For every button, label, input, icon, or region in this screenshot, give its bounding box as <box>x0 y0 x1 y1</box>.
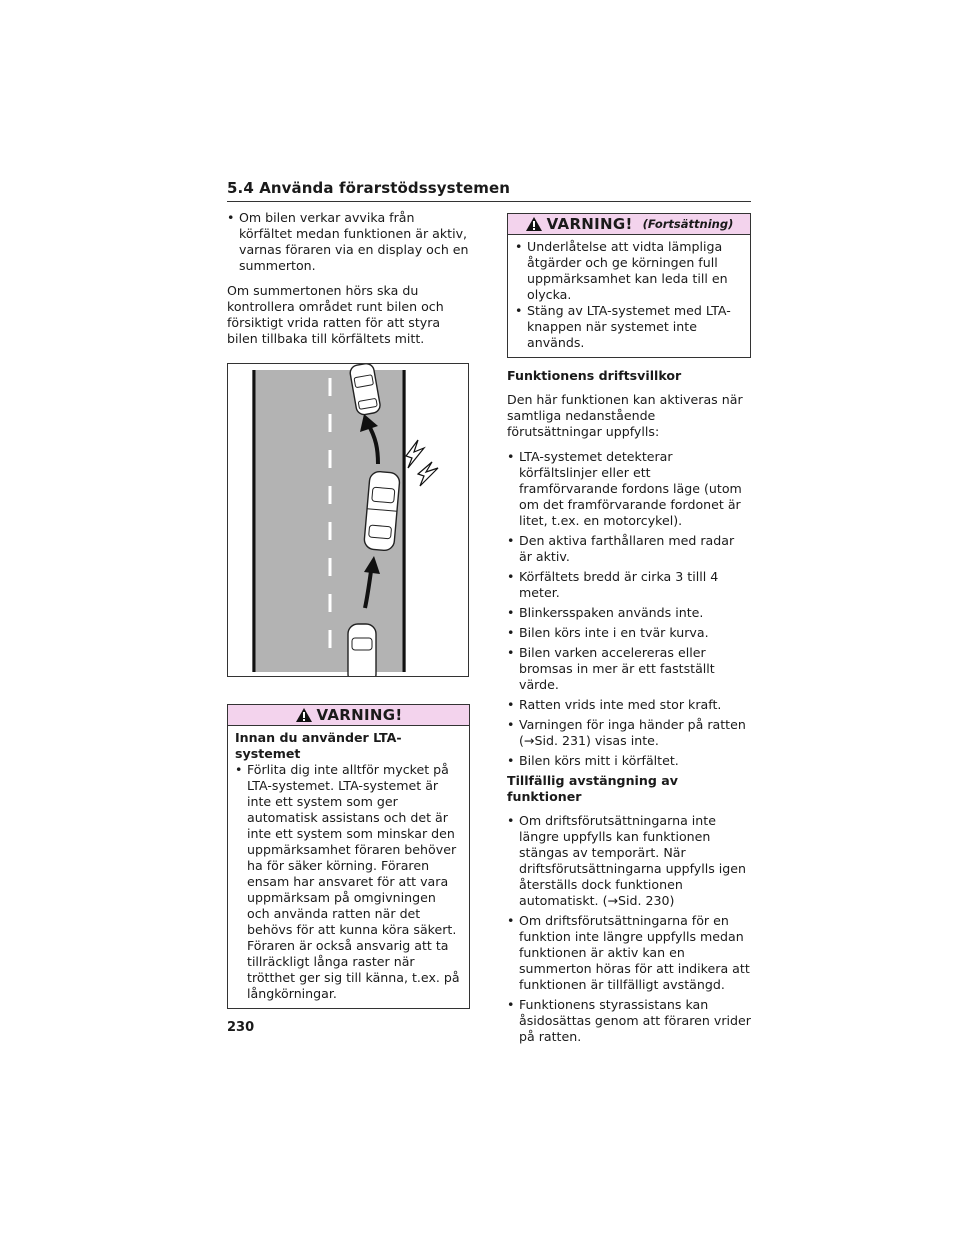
list-item-text: Funktionens styrassistans kan åsidosättas genom att föraren vrider på ratten. <box>519 997 751 1044</box>
alert-bolt-icon <box>418 462 438 486</box>
list-item <box>507 625 751 641</box>
page-number: 230 <box>227 1020 255 1035</box>
warning-triangle-icon <box>525 216 543 232</box>
conditions-list <box>507 449 751 769</box>
bullet-dot: • <box>235 762 243 777</box>
bullet-dot: • <box>507 625 515 640</box>
warning-header <box>508 214 750 235</box>
warning-subtitle: Innan du använder LTA-systemet <box>235 730 402 761</box>
list-item <box>515 239 743 303</box>
section-title: 5.4 Använda förarstödssystemen <box>227 179 511 197</box>
list-item <box>507 449 751 529</box>
list-item-text: Körfältets bredd är cirka 3 tilll 4 meter. <box>519 569 719 600</box>
warning-title: VARNING! <box>546 215 633 233</box>
list-item-text: Om driftsförutsättningarna inte längre uppfylls kan funktionen stängas av temporärt. När driftsförutsättningarna uppfylls igen återställs dock funktionen automatiskt. (→Sid. 230) <box>519 813 747 908</box>
list-item-text: Den aktiva farthållaren med radar är aktiv. <box>519 533 735 564</box>
bullet-dot: • <box>515 303 523 318</box>
bullet-dot: • <box>507 913 515 928</box>
list-item-text: Varningen för inga händer på ratten (→Sid. 231) visas inte. <box>519 717 746 748</box>
warning-box-left <box>227 704 470 1009</box>
road-diagram <box>228 364 469 677</box>
list-item <box>235 762 462 1002</box>
list-item-text: Bilen varken accelereras eller bromsas in mer är ett fastställt värde. <box>519 645 715 692</box>
bullet-dot: • <box>507 813 515 828</box>
warning-triangle-icon <box>295 707 313 723</box>
list-item <box>507 913 751 993</box>
list-item <box>507 813 751 909</box>
temporary-list <box>507 813 751 1045</box>
list-item-text: Bilen körs mitt i körfältet. <box>519 753 679 768</box>
list-item <box>227 210 470 274</box>
warning-body <box>508 235 750 357</box>
conditions-heading: Funktionens driftsvillkor <box>507 368 682 383</box>
warning-body <box>228 726 469 1008</box>
list-item <box>507 605 751 621</box>
list-item <box>507 717 751 749</box>
bullet-dot: • <box>507 753 515 768</box>
list-item-text: Om bilen verkar avvika från körfältet medan funktionen är aktiv, varnas föraren via en display och en summerton. <box>239 210 469 273</box>
section-header <box>227 179 751 202</box>
list-item-text: Förlita dig inte alltför mycket på LTA-systemet. LTA-systemet är inte ett system som ger automatisk assistans och det är inte ett system som minskar den uppmärksamhet föraren behöver ha för säker körning. Föraren ensam har ansvaret för att vara uppmärksam på omgivningen och använda ratten när det behövs för att kunna köra säkert. Föraren är också ansvarig att ta tillräckligt långa raster när trötthet ger sig till känna, t.ex. på långkörningar. <box>247 762 460 1001</box>
list-item <box>507 997 751 1045</box>
bullet-dot: • <box>507 605 515 620</box>
lane-departure-illustration <box>227 363 469 677</box>
car-origin <box>348 624 376 677</box>
list-item <box>507 645 751 693</box>
bullet-dot: • <box>507 697 515 712</box>
warning-subtitle: (Fortsättning) <box>642 217 734 231</box>
bullet-dot: • <box>507 449 515 464</box>
temporary-heading: Tillfällig avstängning av funktioner <box>507 773 678 804</box>
paragraph: Om summertonen hörs ska du kontrollera området runt bilen och försiktigt vrida ratten för att styra bilen tillbaka till körfältets mitt. <box>227 283 444 346</box>
bullet-dot: • <box>515 239 523 254</box>
warning-box-right <box>507 213 751 358</box>
bullet-dot: • <box>227 210 235 225</box>
list-item-text: LTA-systemet detekterar körfältslinjer eller ett framförvarande fordons läge (utom om det framförvarande fordonet är litet, t.ex. en motorcykel). <box>519 449 742 528</box>
warning-header <box>228 705 469 726</box>
right-column <box>507 213 751 1049</box>
list-item <box>507 569 751 601</box>
left-column <box>227 210 470 356</box>
conditions-intro: Den här funktionen kan aktiveras när samtliga nedanstående förutsättningar uppfylls: <box>507 392 743 439</box>
bullet-dot: • <box>507 645 515 660</box>
bullet-dot: • <box>507 569 515 584</box>
bullet-dot: • <box>507 997 515 1012</box>
bullet-dot: • <box>507 717 515 732</box>
bullet-dot: • <box>507 533 515 548</box>
list-item-text: Om driftsförutsättningarna för en funktion inte längre uppfylls medan funktionen är aktiv kan en summerton höras för att indikera att funktionen är tillfälligt avstängd. <box>519 913 750 992</box>
car-current <box>364 471 401 551</box>
list-item <box>515 303 743 351</box>
list-item-text: Ratten vrids inte med stor kraft. <box>519 697 722 712</box>
list-item <box>507 753 751 769</box>
list-item-text: Blinkersspaken används inte. <box>519 605 704 620</box>
list-item <box>507 697 751 713</box>
list-item-text: Bilen körs inte i en tvär kurva. <box>519 625 709 640</box>
list-item-text: Underlåtelse att vidta lämpliga åtgärder och ge körningen full uppmärksamhet kan leda till en olycka. <box>527 239 728 302</box>
warning-title: VARNING! <box>316 706 403 724</box>
list-item <box>507 533 751 565</box>
list-item-text: Stäng av LTA-systemet med LTA-knappen när systemet inte används. <box>527 303 731 350</box>
alert-bolt-icon <box>406 440 424 468</box>
